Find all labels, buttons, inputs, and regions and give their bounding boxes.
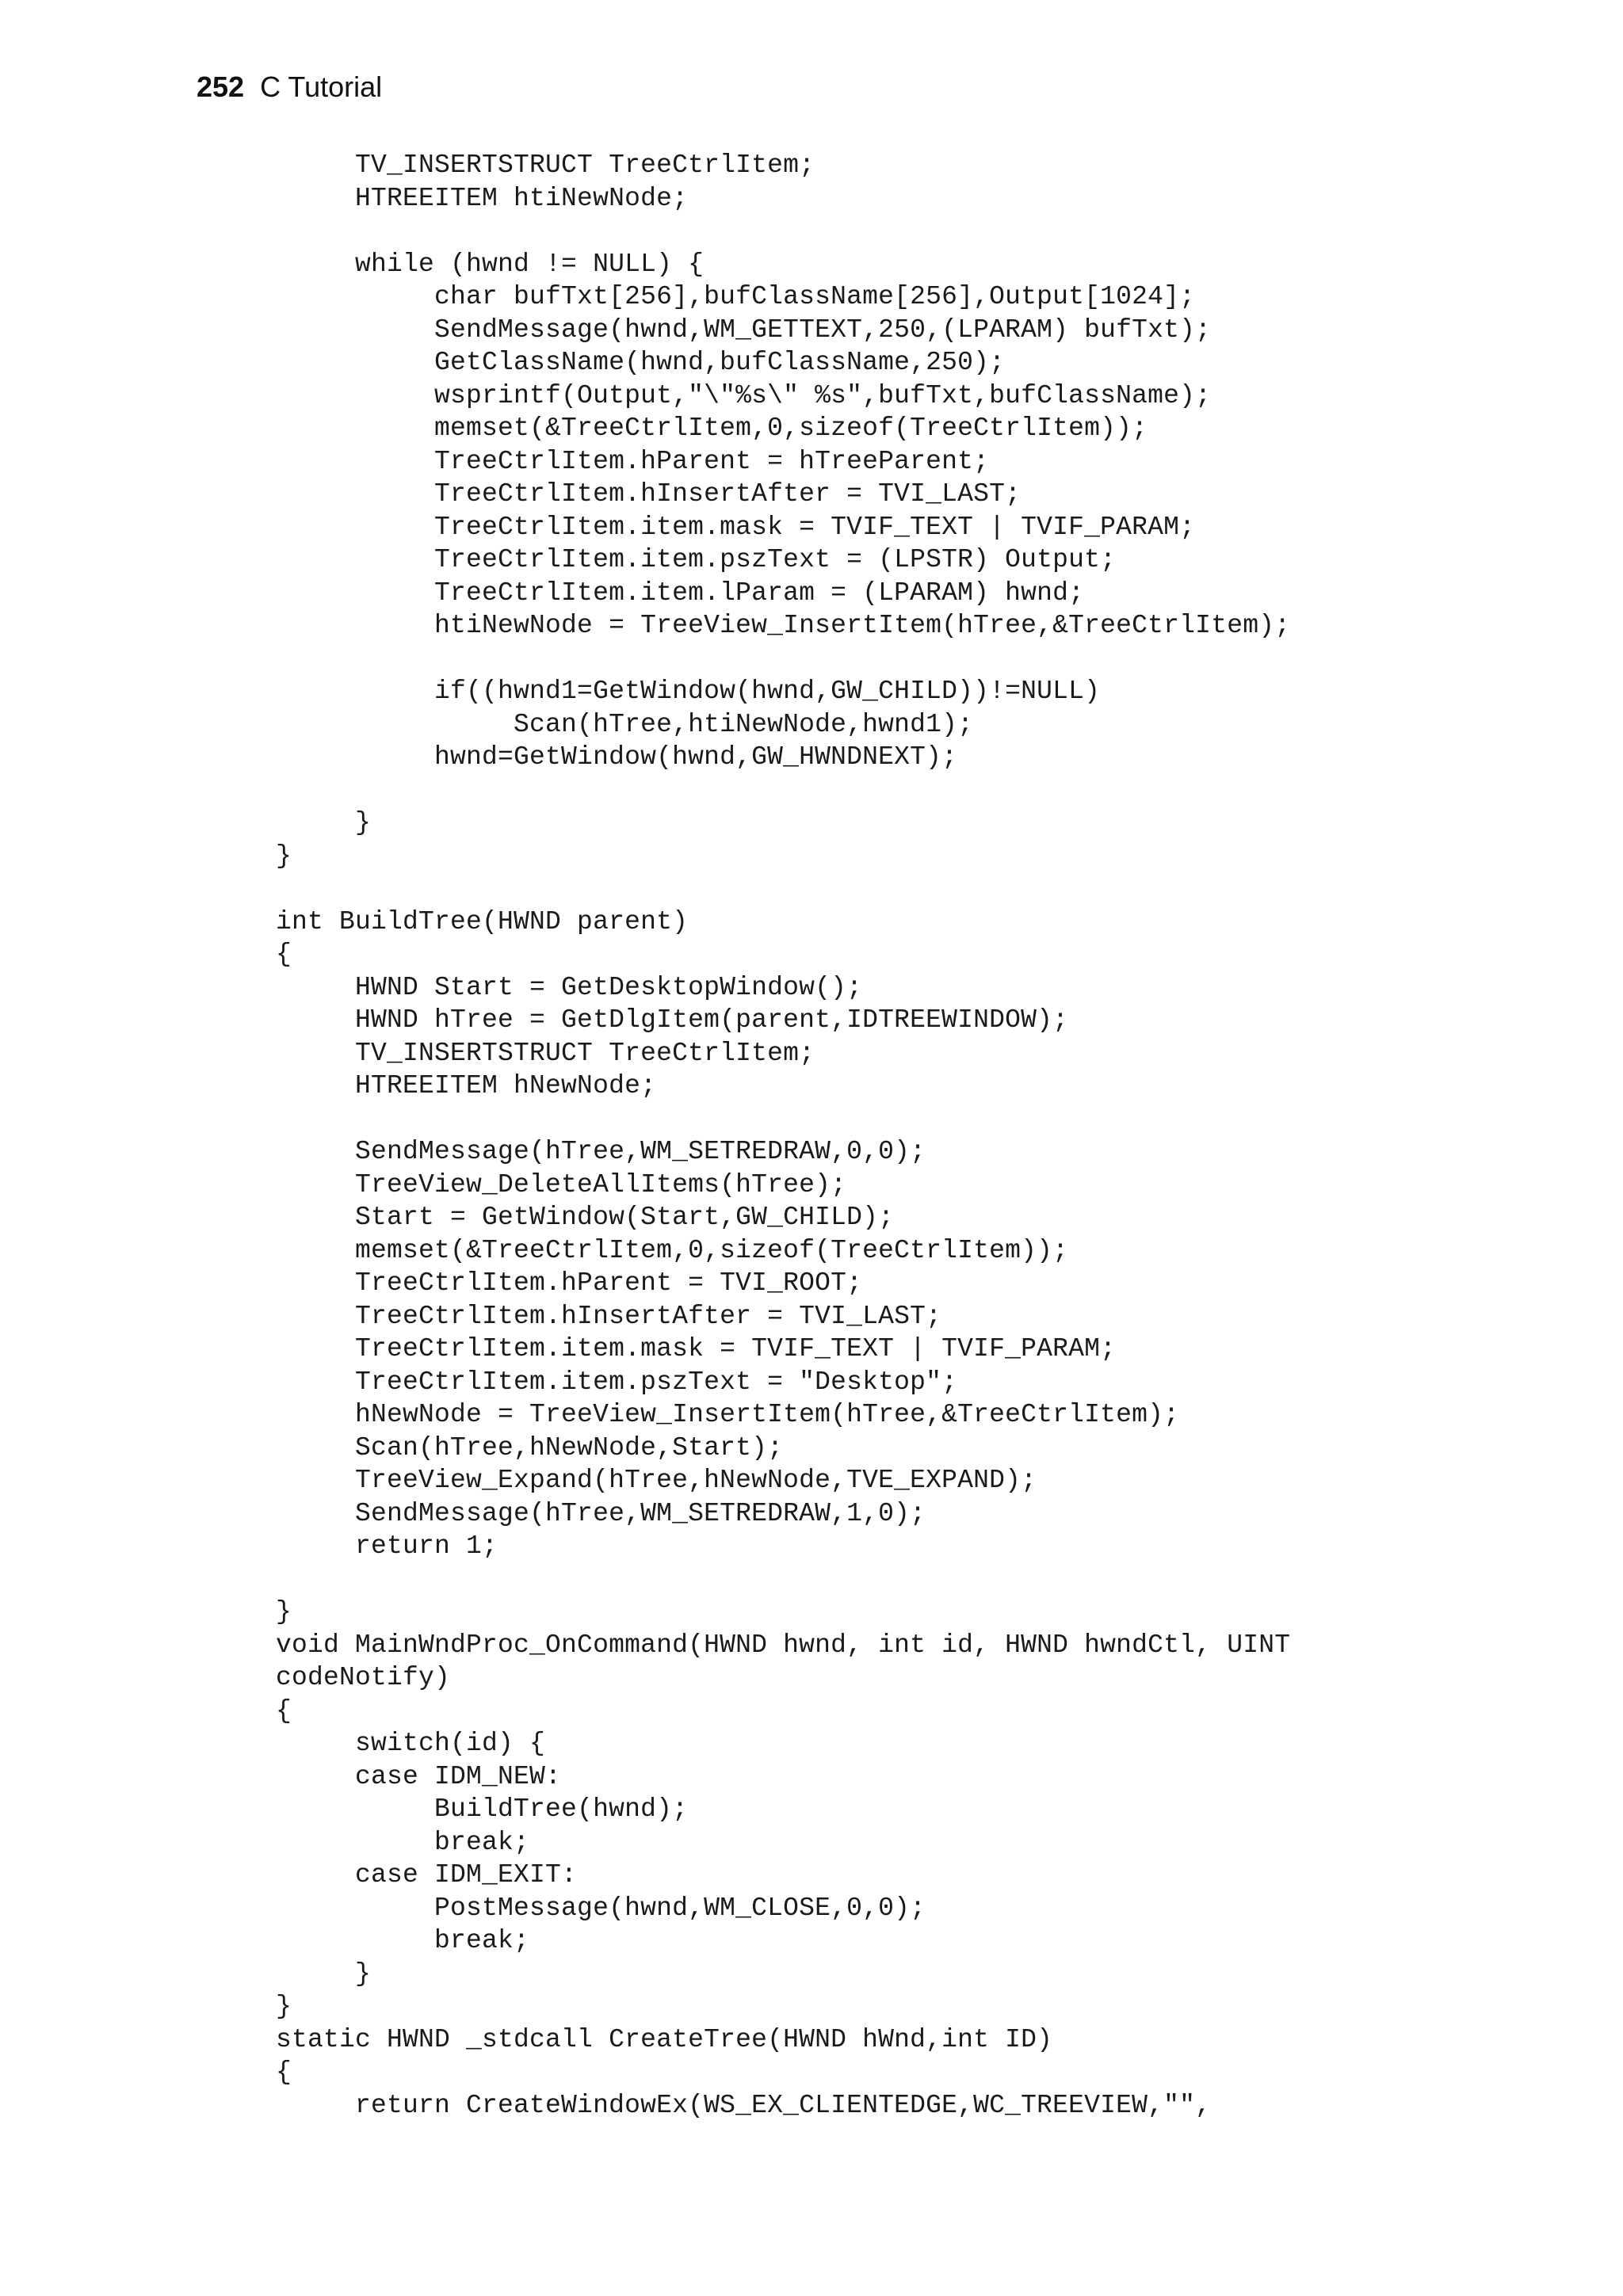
running-header bbox=[197, 68, 382, 106]
code-listing: TV_INSERTSTRUCT TreeCtrlItem; HTREEITEM htiNewNode; while (hwnd != NULL) { char bufTxt[256],bufClassName[256],Output[1024]; SendMessage(hwnd,WM_GETTEXT,250,(LPARAM) bufTxt); GetClassName(hwnd,bufClassName,250); wsprintf(Output,"\"%s\" %s",bufTxt,bufClassName); memset(&TreeCtrlItem,0,sizeof(TreeCtrlItem)); TreeCtrlItem.hParent = hTreeParent; TreeCtrlItem.hInsertAfter = TVI_LAST; TreeCtrlItem.item.mask = TVIF_TEXT | TVIF_PARAM; TreeCtrlItem.item.pszText = (LPSTR) Output; TreeCtrlItem.item.lParam = (LPARAM) hwnd; htiNewNode = TreeView_InsertItem(hTree,&TreeCtrlItem); if((hwnd1=GetWindow(hwnd,GW_CHILD))!=NULL) Scan(hTree,htiNewNode,hwnd1); hwnd=GetWindow(hwnd,GW_HWNDNEXT); } } int BuildTree(HWND parent) { HWND Start = GetDesktopWindow(); HWND hTree = GetDlgItem(parent,IDTREEWINDOW); TV_INSERTSTRUCT TreeCtrlItem; HTREEITEM hNewNode; SendMessage(hTree,WM_SETREDRAW,0,0); TreeView_DeleteAllItems(hTree); Start = GetWindow(Start,GW_CHILD); memset(&TreeCtrlItem,0,sizeof(TreeCtrlItem)); TreeCtrlItem.hParent = TVI_ROOT; TreeCtrlItem.hInsertAfter = TVI_LAST; TreeCtrlItem.item.mask = TVIF_TEXT | TVIF_PARAM; TreeCtrlItem.item.pszText = "Desktop"; hNewNode = TreeView_InsertItem(hTree,&TreeCtrlItem); Scan(hTree,hNewNode,Start); TreeView_Expand(hTree,hNewNode,TVE_EXPAND); SendMessage(hTree,WM_SETREDRAW,1,0); return 1; } void MainWndProc_OnCommand(HWND hwnd, int id, HWND hwndCtl, UINT codeNotify) { switch(id) { case IDM_NEW: BuildTree(hwnd); break; case IDM_EXIT: PostMessage(hwnd,WM_CLOSE,0,0); break; } } static HWND _stdcall CreateTree(HWND hWnd,int ID) { return CreateWindowEx(WS_EX_CLIENTEDGE,WC_TREEVIEW,"", bbox=[276, 151, 1291, 2120]
page-number: 252 bbox=[197, 71, 245, 103]
running-title: C Tutorial bbox=[260, 71, 383, 103]
